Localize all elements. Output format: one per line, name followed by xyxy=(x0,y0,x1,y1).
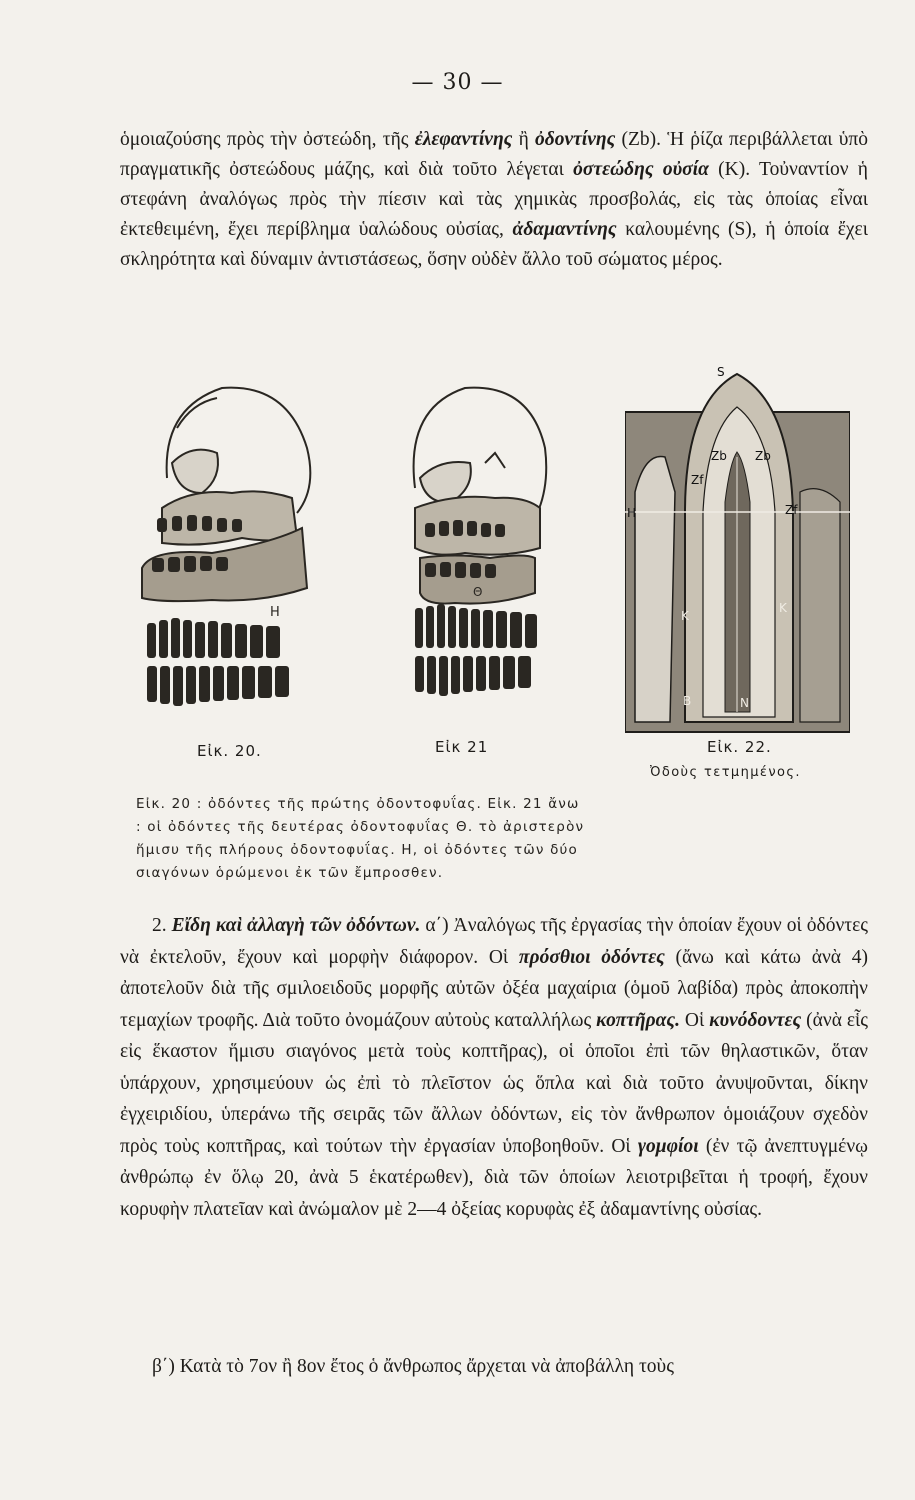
figure-20-letter: Η xyxy=(270,605,280,620)
term-cutters: κοπτῆρας. xyxy=(596,1009,680,1031)
label-zb-right: Zb xyxy=(755,449,771,463)
text-run: ἢ xyxy=(512,129,535,150)
page-number: — 30 — xyxy=(411,70,504,95)
figure-20-21-caption: Εἰκ. 20 : ὀδόντες τῆς πρώτης ὀδοντοφυΐας. Εἰκ. 21 ἄνω : οἱ ὀδόντες τῆς δευτέρας ὀδοντοφυΐας Θ. τὸ ἀριστερὸν ἥμισυ τῆς πλήρους ὀδοντοφυΐας. Η, οἱ ὀδόντες τῶν δύο σιαγόνων ὁρώμενοι ἐκ τῶν ἔμπροσθεν. xyxy=(136,796,585,881)
label-b: B xyxy=(683,694,692,708)
section-2-paragraph xyxy=(120,910,868,1225)
text-run: (K). Τοὐναντίον ἡ στεφάνη ἀναλόγως πρὸς τὴν πίεσιν καὶ τὰς χημικὰς προσβολάς, εἰς τὰς ὁποίας εἶναι ἐκτεθειμένη, ἔχει περίβλημα ὑαλώδους οὐσίας, xyxy=(120,159,869,240)
intro-paragraph xyxy=(120,125,868,275)
section-title: Εἴδη καὶ ἀλλαγὴ τῶν ὀδόντων. xyxy=(171,915,421,936)
figure-21-letter: Θ xyxy=(473,585,483,599)
text-run: (ἐν τῷ ἀνεπτυγμένῳ ἀνθρώπῳ ἐν ὅλῳ 20, ἀνὰ 5 ἑκατέρωθεν), διὰ τῶν ὁποίων λειοτριβεῖται ἡ τροφή, ἔχουν κορυφὴν πλατεῖαν καὶ ἀνώμαλον μὲ 2—4 ὀξείας κορυφὰς ἐξ ἀδαμαντίνης οὐσίας. xyxy=(120,1135,868,1220)
label-s: S xyxy=(717,365,725,379)
figure-22-tooth-section xyxy=(625,362,850,742)
figure-20-label: Εἰκ. 20. xyxy=(197,742,262,760)
text-run: (ἄνω καὶ κάτω ἀνὰ 4) ἀποτελοῦν διὰ τῆς σμιλοειδοῦς μορφῆς αὐτῶν ὀξέα μαχαίρια (ὁμοῦ λαβίδα) πρὸς ἀποκοπὴν τεμαχίων τροφῆς. Διὰ τοῦτο ὀνομάζουν αὐτοὺς καταλλήλως xyxy=(120,946,868,1031)
text-run: ὁμοιαζούσης πρὸς τὴν ὀστεώδη, τῆς xyxy=(120,129,415,150)
label-zf-right: Zf xyxy=(785,503,798,517)
text-run: α΄) Ἀναλόγως τῆς ἐργασίας τὴν ὁποίαν ἔχουν οἱ ὀδόντες νὰ ἐκτελοῦν, ἔχουν καὶ μορφὴν διάφορον. Οἱ xyxy=(120,915,869,968)
term-dentine: ὀδοντίνης xyxy=(535,129,616,150)
label-k-right: K xyxy=(779,601,787,615)
label-n: N xyxy=(740,696,749,710)
term-molars: γομφίοι xyxy=(637,1135,699,1157)
term-elephantine: ἐλεφαντίνης xyxy=(414,129,513,150)
text-run: (Zb). Ἡ ῥίζα περιβάλλεται ὑπὸ πραγματικῆς ὀστεώδους μάζης, καὶ διὰ τοῦτο λέγεται xyxy=(120,129,869,180)
last-paragraph xyxy=(120,1352,868,1382)
text-run: (ἀνὰ εἷς εἰς ἕκαστον ἥμισυ σιαγόνος μετὰ τοὺς κοπτῆρας), οἱ ὁποῖοι ἐπὶ τῶν θηλαστικῶν, ὅταν ὑπάρχουν, χρησιμεύουν ὡς ἐπὶ τὸ πλεῖστον ὡς ὅπλα καὶ διὰ τοῦτο ἀνυψοῦνται, δίκην ἐγχειριδίου, ὑπεράνω τῆς σειρᾶς τῶν ἄλλων ὀδόντων, εἰς τὸν ἄνθρωπον ὁμοιάζουν σχεδὸν πρὸς τοὺς κοπτῆρας, καὶ τούτων τὴν ἐργασίαν ὑποβοηθοῦν. Οἱ xyxy=(120,1009,868,1157)
text-run: Οἱ xyxy=(680,1009,710,1031)
term-enamel: ἀδαμαντίνης xyxy=(512,219,617,240)
section-number: 2. xyxy=(152,915,167,936)
figure-21-label: Εἰκ 21 xyxy=(435,738,489,756)
figure-22-label: Εἰκ. 22. xyxy=(707,738,772,756)
label-zb-left: Zb xyxy=(711,449,727,463)
text-run: β΄) Κατὰ τὸ 7ον ἢ 8ον ἔτος ὁ ἄνθρωπος ἄρχεται νὰ ἀποβάλλη τοὺς xyxy=(152,1356,674,1377)
term-bony-substance: ὀστεώδης οὐσία xyxy=(573,159,709,180)
term-incisors: πρόσθιοι ὀδόντες xyxy=(518,946,665,968)
label-zf-left: Zf xyxy=(691,473,704,487)
term-canines: κυνόδοντες xyxy=(709,1009,802,1031)
figure-21-skull-illustration xyxy=(395,368,555,728)
label-k-left: K xyxy=(681,609,689,623)
label-h: H xyxy=(627,506,637,520)
figure-20-skull-illustration xyxy=(122,368,322,728)
text-run: καλουμένης (S), ἡ ὁποία ἔχει σκληρότητα καὶ δύναμιν ἀντιστάσεως, ὅσην οὐδὲν ἄλλο τοῦ σώματος μέρος. xyxy=(120,219,868,270)
figure-22-caption: Ὀδοὺς τετμημένος. xyxy=(650,765,801,780)
